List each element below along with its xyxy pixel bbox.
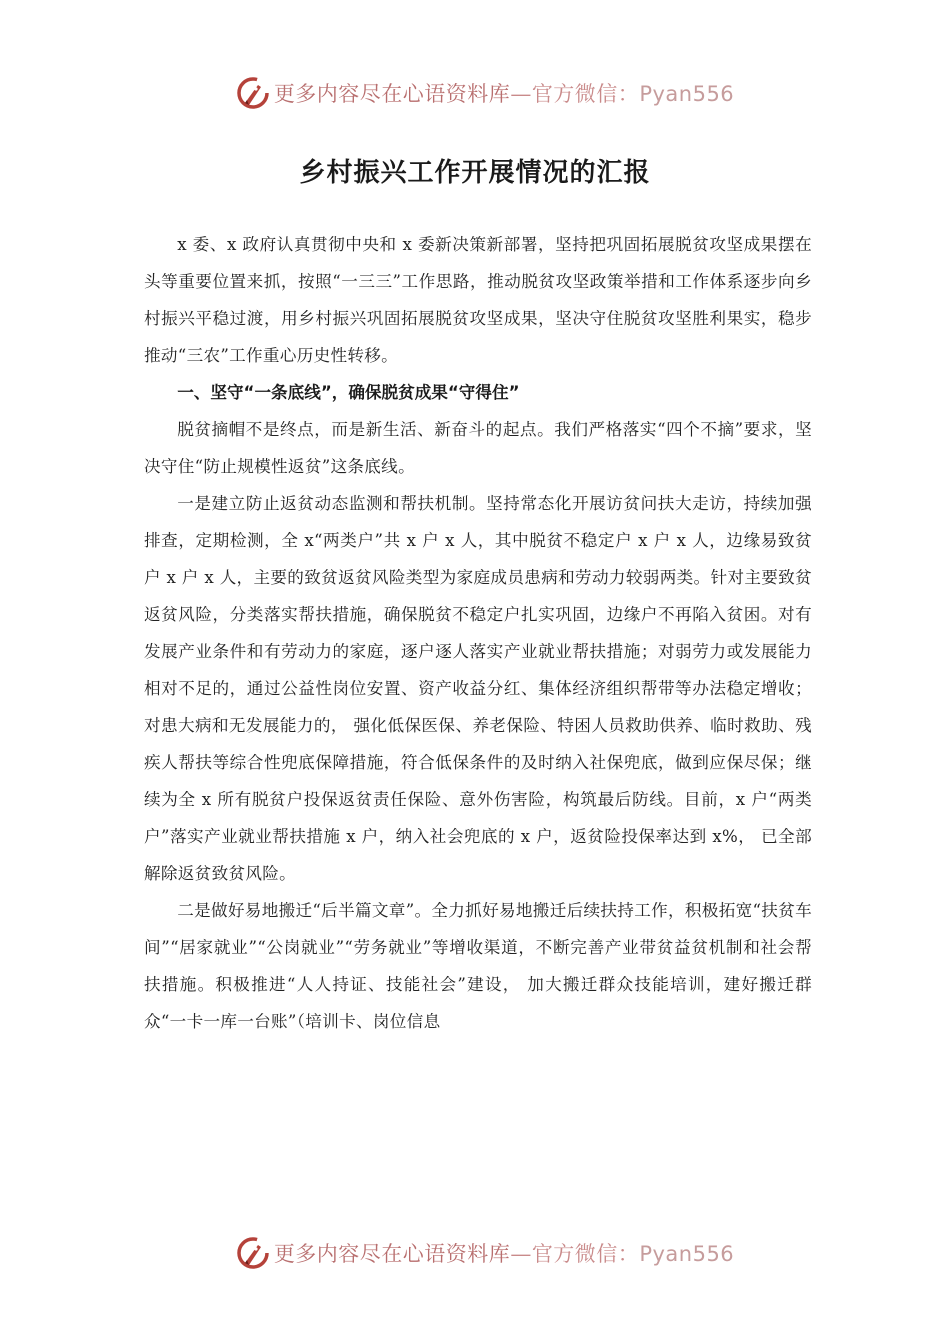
watermark-text: 更多内容尽在心语资料库—官方微信：Pyan556 [273,82,735,106]
pen-logo-icon [236,76,270,110]
header-watermark-banner [0,73,950,113]
pen-logo-icon [236,1236,270,1270]
watermark-text: 更多内容尽在心语资料库—官方微信：Pyan556 [273,1242,735,1266]
body-paragraph: 二是做好易地搬迁“后半篇文章”。全力抓好易地搬迁后续扶持工作，积极拓宽“扶贫车间”“居家就业”“公岗就业”“劳务就业”等增收渠道，不断完善产业带贫益贫机制和社会帮扶措施。积极推进“人人持证、技能社会”建设， 加大搬迁群众技能培训，建好搬迁群众“一卡一库一台账”（培训卡、岗位信息 [144,901,812,1031]
document-title: 乡村振兴工作开展情况的汇报 [299,158,651,188]
body-paragraph: 一是建立防止返贫动态监测和帮扶机制。坚持常态化开展访贫问扶大走访，持续加强排查，定期检测，全 x“两类户”共 x 户 x 人，其中脱贫不稳定户 x 户 x 人，边缘易致贫户 x 户 x 人，主要的致贫返贫风险类型为家庭成员患病和劳动力较弱两类。针对主要致贫返贫风险，分类落实帮扶措施，确保脱贫不稳定户扎实巩固，边缘户不再陷入贫困。对有发展产业条件和有劳动力的家庭，逐户逐人落实产业就业帮扶措施；对弱劳力或发展能力相对不足的，通过公益性岗位安置、资产收益分红、集体经济组织帮带等办法稳定增收；对患大病和无发展能力的， 强化低保医保、养老保险、特困人员救助供养、临时救助、残疾人帮扶等综合性兜底保障措施，符合低保条件的及时纳入社保兜底，做到应保尽保；继续为全 x 所有脱贫户投保返贫责任保险、意外伤害险，构筑最后防线。目前，x 户“两类户”落实产业就业帮扶措施 x 户，纳入社会兜底的 x 户，返贫险投保率达到 x%， 已全部解除返贫致贫风险。 [144,494,812,883]
document-body [144,226,812,1040]
intro-paragraph: x 委、x 政府认真贯彻中央和 x 委新决策新部署，坚持把巩固拓展脱贫攻坚成果摆在头等重要位置来抓，按照“一三三”工作思路，推动脱贫攻坚政策举措和工作体系逐步向乡村振兴平稳过渡，用乡村振兴巩固拓展脱贫攻坚成果，坚决守住脱贫攻坚胜利果实，稳步推动“三农”工作重心历史性转移。 [144,235,812,365]
footer-watermark-banner [0,1233,950,1273]
body-paragraph: 脱贫摘帽不是终点，而是新生活、新奋斗的起点。我们严格落实“四个不摘”要求，坚决守住“防止规模性返贫”这条底线。 [144,420,812,476]
section-heading: 一、坚守“一条底线”，确保脱贫成果“守得住” [177,383,520,402]
